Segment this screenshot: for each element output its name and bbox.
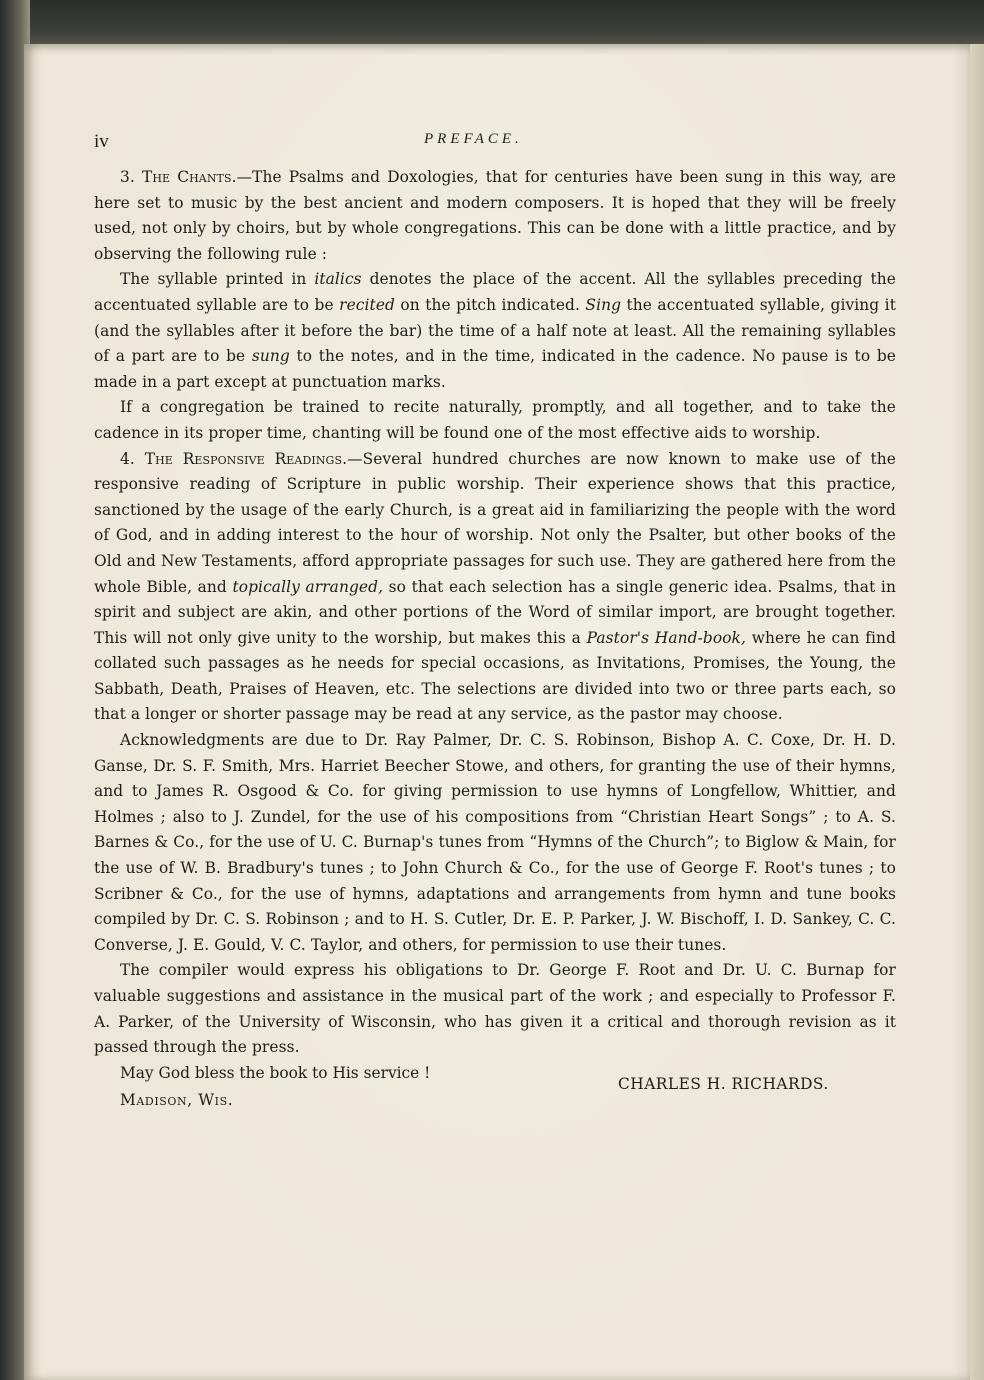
section-number: 4.: [120, 449, 135, 468]
paragraph-text: —Several hundred churches are now known to make use of the responsive reading of Scripture in public worship. Their experience shows that this practice, sanctioned by the usage of the early Church, is a great aid in familiarizing the people with the word of God, and in adding interest to the hour of worship. Not only the Psalter, but other books of the Old and New Testaments, afford appropriate passages for such use. They are gathered here from the whole Bible, and: [94, 449, 896, 596]
blessing-line: May God bless the book to His service !: [120, 1063, 431, 1082]
running-title: PREFACE.: [424, 131, 523, 147]
italic-term: recited: [339, 295, 395, 314]
page-text-block: [94, 125, 896, 1117]
paragraph-text: —The Psalms and Doxologies, that for centuries have been sung in this way, are here set to music by the best ancient and modern composers. It is hoped that they will be freely used, not only by choirs, but by whole congregations. This can be done with a little practice, and by observing the following rule :: [94, 168, 897, 263]
page-number: iv: [94, 131, 109, 152]
section-number: 3.: [120, 168, 135, 186]
paragraph-text: where he can find collated such passages as he needs for special occasions, as Invitations, Promises, the Young, the Sabbath, Death, Praises of Heaven, etc. The selections are divided into two or three parts each, so that a longer or shorter passage may be read at any service, as the pastor may choose.: [94, 628, 896, 724]
page-header: [94, 125, 896, 157]
section-heading: The Chants.: [141, 168, 237, 186]
italic-term: Pastor's Hand-book,: [586, 628, 746, 647]
italic-term: topically arranged,: [232, 577, 384, 596]
paragraph-text: the accentuated syllable, giving it (and the syllables after it before the bar) the time of a half note at least. All the remaining syllables of a part are to be: [94, 295, 896, 366]
paragraph-text: The syllable printed in: [120, 270, 315, 289]
place-line: Madison, Wis.: [120, 1090, 234, 1109]
paragraph-text: denotes the place of the accent. All the syllables preceding the accentuated syllable are to be: [94, 270, 896, 314]
paragraph-text: on the pitch indicated.: [394, 295, 586, 314]
paragraph-congregation: If a congregation be trained to recite naturally, promptly, and all together, and to take the cadence in its proper time, chanting will be found one of the most effective aids to worship.: [94, 398, 896, 442]
paragraph-obligations: The compiler would express his obligations to Dr. George F. Root and Dr. U. C. Burnap for valuable suggestions and assistance in the musical part of the work ; and especially to Professor F. A. Parker, of the University of Wisconsin, who has given it a critical and thorough revision as it passed through the press.: [94, 961, 896, 1057]
paragraph-rule: [94, 267, 896, 395]
paragraph-text: so that each selection has a single generic idea. Psalms, that in spirit and subject are akin, and other portions of the Word of similar import, are brought together. This will not only give unity to the worship, but makes this a: [94, 577, 896, 647]
paragraph-text: to the notes, and in the time, indicated in the cadence. No pause is to be made in a part except at punctuation marks.: [94, 347, 896, 391]
section-heading: The Responsive Readings.: [144, 449, 348, 468]
italic-term: Sing: [585, 295, 622, 314]
book-cover-top: [0, 0, 984, 46]
paragraph-chants: [94, 165, 896, 267]
paragraph-readings: [94, 447, 896, 729]
italic-term: italics: [314, 270, 362, 289]
page-edge: [970, 44, 984, 1380]
closing-block: [94, 1061, 896, 1117]
author-signature: CHARLES H. RICHARDS.: [618, 1074, 829, 1093]
italic-term: sung: [251, 347, 290, 366]
paragraph-acknowledgments: Acknowledgments are due to Dr. Ray Palmer, Dr. C. S. Robinson, Bishop A. C. Coxe, Dr. H. D. Ganse, Dr. S. F. Smith, Mrs. Harriet Beecher Stowe, and others, for granting the use of their hymns, and to James R. Osgood & Co. for giving permission to use hymns of Longfellow, Whittier, and Holmes ; also to J. Zundel, for the use of his compositions from “Christian Heart Songs” ; to A. S. Barnes & Co., for the use of U. C. Burnap's tunes from “Hymns of the Church”; to Biglow & Main, for the use of W. B. Bradbury's tunes ; to John Church & Co., for the use of George F. Root's tunes ; to Scribner & Co., for the use of hymns, adaptations and arrangements from hymn and tune books compiled by Dr. C. S. Robinson ; and to H. S. Cutler, Dr. E. P. Parker, J. W. Bischoff, I. D. Sankey, C. C. Converse, J. E. Gould, V. C. Taylor, and others, for permission to use their tunes.: [94, 731, 896, 954]
